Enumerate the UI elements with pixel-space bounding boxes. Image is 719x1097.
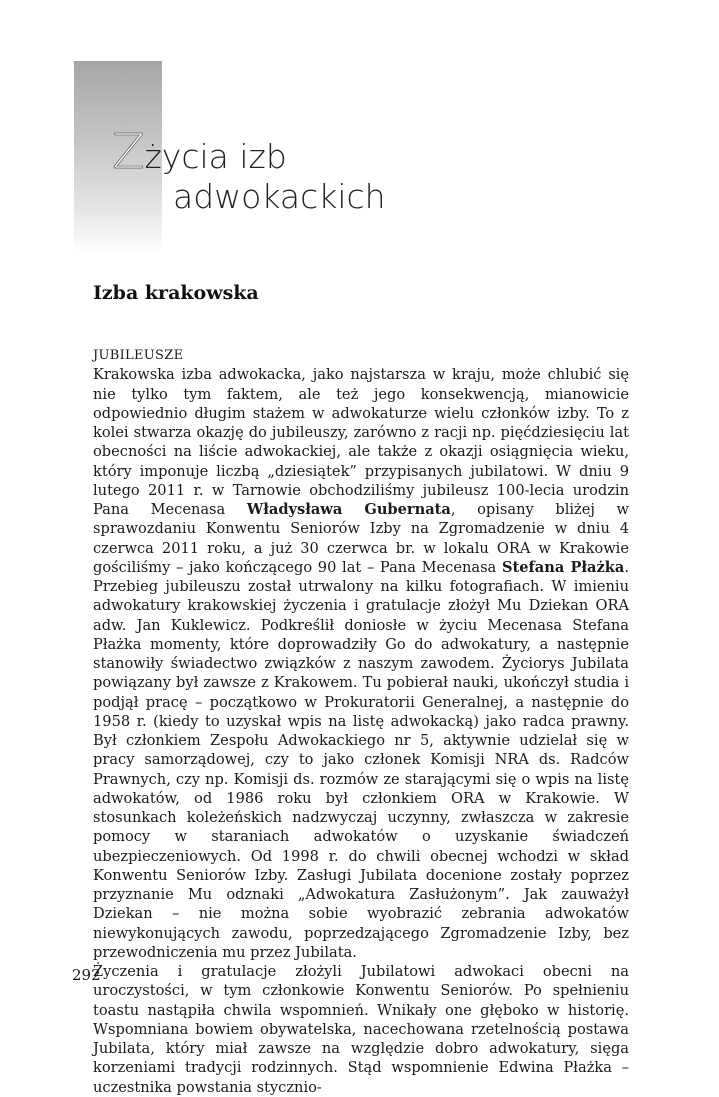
title-line2: adwokackich — [173, 177, 386, 216]
name-plazek: Stefana Płażka — [501, 558, 625, 576]
paragraph-1 — [93, 365, 629, 962]
page-number: 292 — [72, 966, 101, 984]
title-line1-rest: życia izb — [134, 137, 287, 176]
section-title: Izba krakowska — [93, 282, 259, 304]
subheading — [93, 345, 629, 365]
paragraph-2: Życzenia i gratulacje złożyli Jubilatowi adwokaci obecni na uroczystości, w tym członkowie Konwentu Seniorów. Po spełnieniu toastu nastąpiła chwila wspomnień. Wnikały one głęboko w historię. Wspomniana bowiem obywatelska, nacechowana rzetelnością postawa Jubilata, który miał zawsze na względzie dobro adwokatury, sięga korzeniami tradycji rodzinnych. Stąd wspomnienie Edwina Płażka – uczestnika powstania stycznio- — [93, 963, 629, 1096]
subheading-text: JUBILEUSZE — [93, 348, 184, 363]
chapter-title — [112, 124, 386, 217]
title-initial: Z — [112, 124, 145, 180]
name-gubernat: Władysława Gubernata — [246, 501, 451, 518]
paragraph-1-part-b: , opisany bliżej w sprawozdaniu Konwentu Seniorów Izby na Zgromadzenie w dniu 4 czerwca 2011 roku, a już 30 czerwca br. w lokalu ORA w Krakowie gościliśmy – jako kończącego 90 lat – Pana Mecenasa — [93, 501, 629, 576]
article-body — [93, 345, 629, 1097]
paragraph-1-part-c: . Przebieg jubileuszu został utrwalony na kilku fotografiach. W imieniu adwokatury krakowskiej życzenia i gratulacje złożył Mu Dziekan ORA adw. Jan Kuklewicz. Podkreślił doniosłe w życiu Mecenasa Stefana Płażka momenty, które doprowadziły Go do adwokatury, a następnie stanowiły świadectwo związków z naszym zawodem. Życiorys Jubilata powiązany był zawsze z Krakowem. Tu pobierał nauki, ukończył studia i podjął pracę – początkowo w Prokuratorii Generalnej, a następnie do 1958 r. (kiedy to uzyskał wpis na listę adwokacką) jako radca prawny. Był członkiem Zespołu Adwokackiego nr 5, aktywnie udzielał się w pracy samorządowej, czy to jako członek Komisji NRA ds. Radców Prawnych, czy np. Komisji ds. rozmów ze starającymi się o wpis na listę adwokatów, od 1986 roku był członkiem ORA w Krakowie. W stosunkach koleżeńskich nadzwyczaj uczynny, zwłaszcza w zakresie pomocy w staraniach adwokatów o uzyskanie świadczeń ubezpieczeniowych. Od 1998 r. do chwili obecnej wchodzi w skład Konwentu Seniorów Izby. Zasługi Jubilata docenione zostały poprzez przyznanie Mu odznaki „Adwokatura Zasłużonym”. Jak zauważył Dziekan – nie można sobie wyobrazić zebrania adwokatów niewykonujących zawodu, poprzedzającego Zgromadzenie Izby, bez przewodniczenia mu przez Jubilata. — [93, 558, 629, 961]
paragraph-1-part-a: Krakowska izba adwokacka, jako najstarsza w kraju, może chlubić się nie tylko tym faktem, ale też jego konsekwencją, mianowicie odpowiednio długim stażem w adwokaturze wielu członków izby. To z kolei stwarza okazję do jubileuszy, zarówno z racji np. pięćdziesięciu lat obecności na liście adwokackiej, ale także z okazji osiągnięcia wieku, który imponuje liczbą „dziesiątek” przypisanych jubilatowi. W dniu 9 lutego 2011 r. w Tarnowie obchodziliśmy jubileusz 100-lecia urodzin Pana Mecenasa — [93, 366, 629, 518]
